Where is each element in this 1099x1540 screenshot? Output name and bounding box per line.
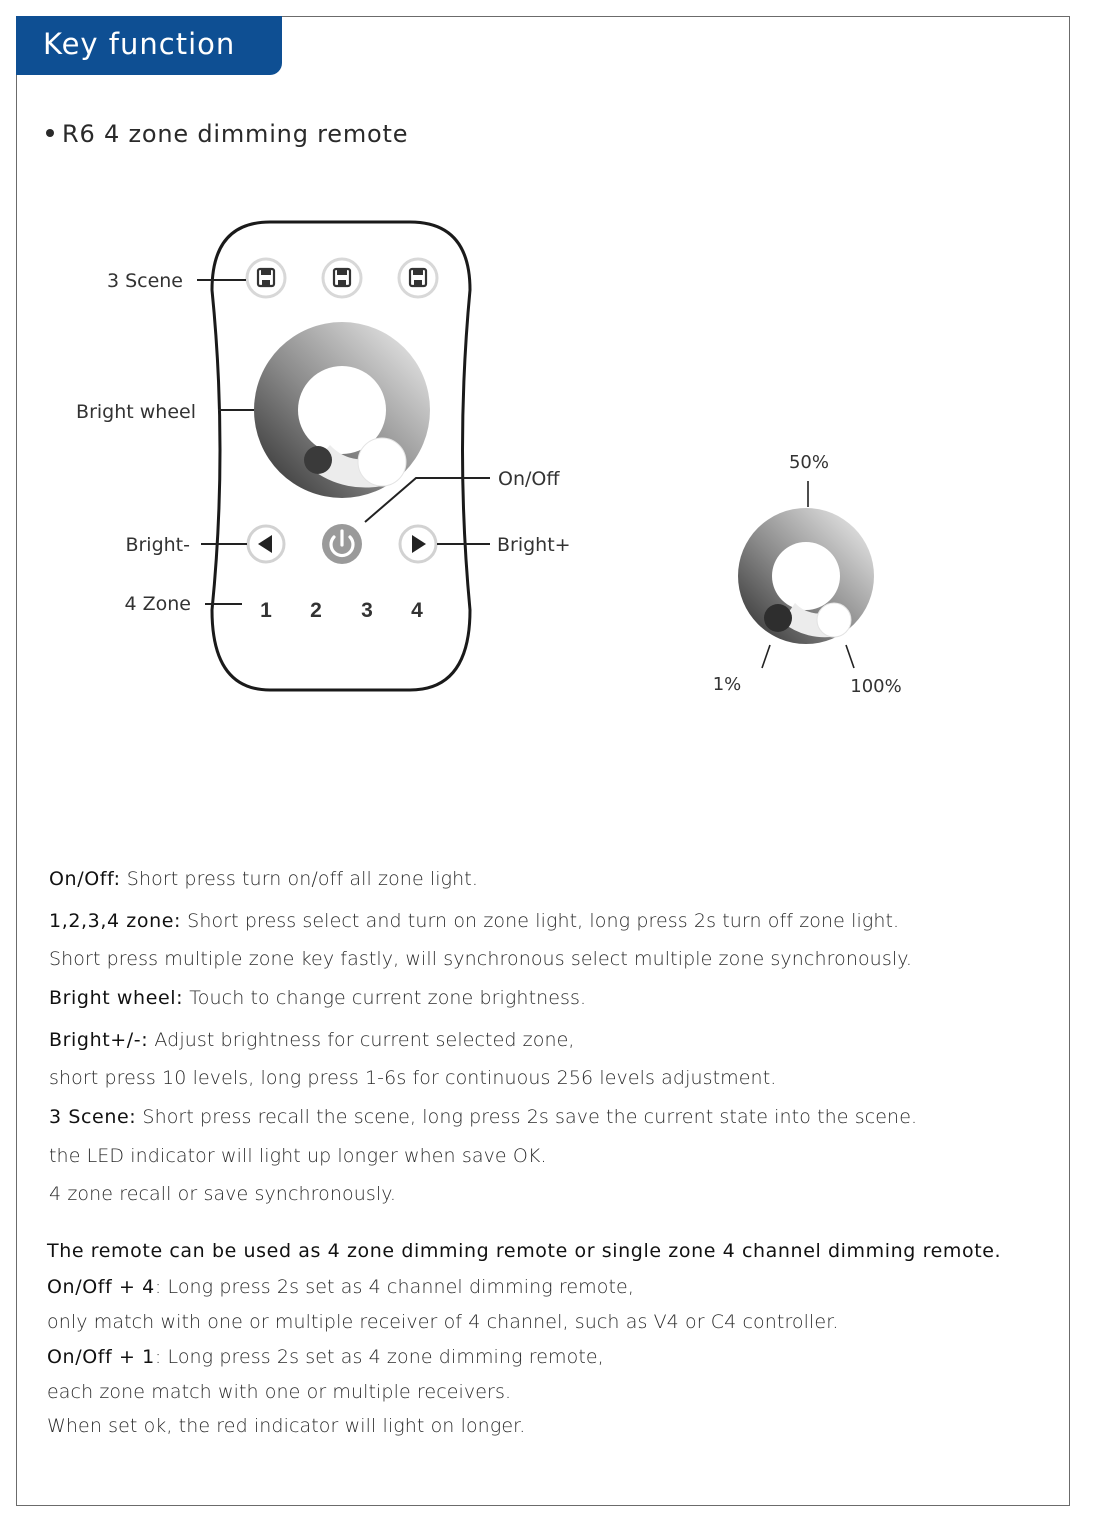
desc-scene-text: Short press recall the scene, long press 2s save the current state into the scene. <box>136 1106 918 1128</box>
mode-opt4-key: On/Off + 4 <box>47 1276 155 1298</box>
zone-key-1[interactable]: 1 <box>260 599 272 622</box>
desc-scene <box>49 1106 917 1128</box>
desc-scene-key: 3 Scene: <box>49 1106 137 1128</box>
mode-opt4-text: : Long press 2s set as 4 channel dimming remote, <box>154 1276 634 1298</box>
scale-label-50: 50% <box>788 452 830 473</box>
desc-bright-line2: short press 10 levels, long press 1-6s for continuous 256 levels adjustment. <box>49 1067 777 1089</box>
section-title-text: R6 4 zone dimming remote <box>62 120 409 148</box>
wheel-scale-diagram <box>738 481 874 668</box>
zone-key-2[interactable]: 2 <box>310 599 322 622</box>
mode-opt1-line2: each zone match with one or multiple receivers. <box>47 1381 512 1403</box>
desc-scene-line3: 4 zone recall or save synchronously. <box>49 1183 397 1205</box>
label-onoff: On/Off <box>498 468 560 490</box>
desc-scene-line2: the LED indicator will light up longer when save OK. <box>49 1145 547 1167</box>
desc-wheel-text: Touch to change current zone brightness. <box>183 987 587 1009</box>
scene-button-1[interactable] <box>247 259 285 297</box>
desc-onoff-key: On/Off: <box>49 868 121 890</box>
desc-zone-text: Short press select and turn on zone light, long press 2s turn off zone light. <box>181 910 900 932</box>
mode-opt1-line3: When set ok, the red indicator will light on longer. <box>47 1415 526 1437</box>
desc-bright-key: Bright+/-: <box>49 1029 149 1051</box>
label-scene: 3 Scene <box>106 270 183 292</box>
bright-minus-button[interactable] <box>248 526 284 562</box>
mode-opt4 <box>47 1276 634 1298</box>
desc-wheel-key: Bright wheel: <box>49 987 184 1009</box>
desc-zone <box>49 910 899 932</box>
desc-onoff <box>49 868 478 890</box>
desc-zone-line2: Short press multiple zone key fastly, will synchronous select multiple zone synchronously. <box>49 948 912 970</box>
mode-opt4-line2: only match with one or multiple receiver of 4 channel, such as V4 or C4 controller. <box>47 1311 839 1333</box>
bright-plus-button[interactable] <box>400 526 436 562</box>
mode-heading: The remote can be used as 4 zone dimming remote or single zone 4 channel dimming remote. <box>47 1240 1002 1262</box>
label-bright-minus: Bright- <box>125 534 190 556</box>
header-title: Key function <box>43 27 236 61</box>
desc-wheel <box>49 987 586 1009</box>
desc-bright <box>49 1029 575 1051</box>
zone-key-3[interactable]: 3 <box>361 599 373 622</box>
desc-onoff-text: Short press turn on/off all zone light. <box>120 868 478 890</box>
desc-zone-key: 1,2,3,4 zone: <box>49 910 182 932</box>
scale-label-1: 1% <box>712 674 742 695</box>
label-zone: 4 Zone <box>124 593 191 615</box>
zone-key-4[interactable]: 4 <box>411 599 423 622</box>
desc-bright-text: Adjust brightness for current selected zone, <box>148 1029 575 1051</box>
scale-label-100: 100% <box>850 676 902 697</box>
scene-button-3[interactable] <box>399 259 437 297</box>
bright-wheel[interactable] <box>254 322 430 498</box>
label-wheel: Bright wheel <box>76 401 196 423</box>
mode-opt1-text: : Long press 2s set as 4 zone dimming remote, <box>154 1346 604 1368</box>
scene-button-2[interactable] <box>323 259 361 297</box>
mode-opt1-key: On/Off + 1 <box>47 1346 155 1368</box>
mode-opt1 <box>47 1346 604 1368</box>
onoff-button[interactable] <box>322 524 362 564</box>
label-bright-plus: Bright+ <box>497 534 571 556</box>
